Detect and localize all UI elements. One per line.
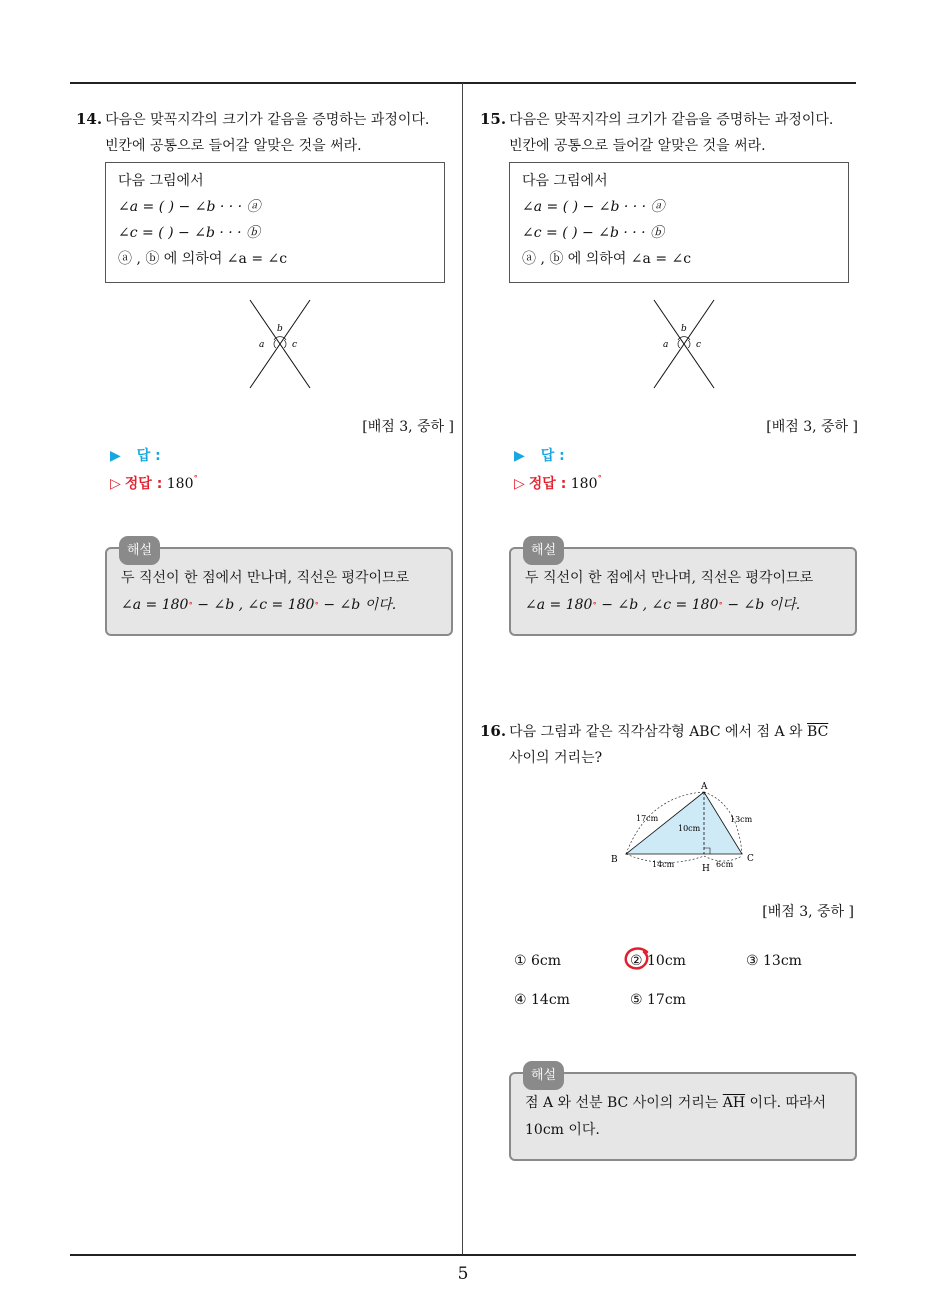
q14-number: 14.: [76, 110, 103, 128]
outline-arrow-icon: ▷: [514, 476, 525, 492]
bottom-rule: [70, 1254, 856, 1256]
segment-ah: $\overline{AH}$: [722, 1095, 746, 1111]
q15-line2: 빈칸에 공통으로 들어갈 알맞은 것을 써라.: [509, 138, 766, 154]
q16-number: 16.: [480, 722, 507, 740]
label-ab-17cm: 17cm: [636, 814, 659, 823]
q15-number: 15.: [480, 110, 507, 128]
q14-line2: 빈칸에 공통으로 들어갈 알맞은 것을 써라.: [105, 138, 362, 154]
top-rule: [70, 82, 856, 84]
angle-arc-a: [274, 340, 276, 348]
vertex-c: C: [747, 854, 754, 864]
proof-line: ∠a = ( ) − ∠b · · · ⓐ: [118, 199, 261, 215]
angle-arc-c: [688, 340, 690, 348]
q15-score: [배점 3, 중하 ]: [766, 419, 858, 435]
choice-5[interactable]: ⑤ 17cm: [630, 992, 686, 1008]
vertex-b: B: [611, 855, 618, 865]
explanation-tag: 해설: [523, 1061, 564, 1090]
proof-line: ∠a = ( ) − ∠b · · · ⓐ: [522, 199, 665, 215]
vertex-h: H: [702, 864, 710, 874]
vertex-a: A: [701, 782, 708, 792]
page-number: 5: [457, 1264, 469, 1284]
label-b: b: [681, 324, 687, 334]
q14-line1: 14. 다음은 맞꼭지각의 크기가 같음을 증명하는 과정이다.: [76, 110, 430, 128]
correct-label: 정답 :: [124, 476, 163, 492]
explanation-tag: 해설: [523, 536, 564, 565]
choice-4[interactable]: ④ 14cm: [514, 992, 570, 1008]
q16-line1: 16. 다음 그림과 같은 직각삼각형 ABC 에서 점 A 와 $\overline{BC}$: [480, 722, 829, 740]
q15-correct-row: [514, 473, 602, 493]
angle-arc-a: [678, 340, 680, 348]
explanation-line2: ∠a = 180∘ − ∠b , ∠c = 180∘ − ∠b 이다.: [525, 597, 801, 613]
q14-correct-row: [110, 473, 198, 493]
explanation-line1: 점 A 와 선분 BC 사이의 거리는 $\overline{AH}$ 이다. 따라서: [525, 1095, 827, 1111]
q15-proof-box: [509, 162, 849, 283]
choice-2[interactable]: ② 10cm: [630, 953, 686, 969]
choice-3[interactable]: ③ 13cm: [746, 953, 802, 969]
label-ac-13cm: 13cm: [730, 815, 753, 824]
play-arrow-icon: ▶: [514, 448, 525, 464]
choice-1[interactable]: ① 6cm: [514, 953, 562, 969]
correct-value: 180: [570, 476, 598, 492]
question-15: [480, 106, 864, 159]
label-a: a: [663, 340, 669, 350]
question-14: [76, 106, 460, 159]
label-c: c: [696, 340, 702, 350]
label-bh-14cm: 14cm: [652, 860, 675, 869]
q16-line2: 사이의 거리는?: [509, 750, 603, 766]
proof-line: ∠c = ( ) − ∠b · · · ⓑ: [522, 225, 665, 241]
degree-sign: ∘: [597, 472, 602, 482]
angle-arc-c: [284, 340, 286, 348]
label-b: b: [277, 324, 283, 334]
correct-label: 정답 :: [528, 476, 567, 492]
q15-explanation-box: [509, 543, 857, 636]
answer-label: 답 :: [540, 448, 565, 464]
q14-proof-box: [105, 162, 445, 283]
proof-line: ⓐ , ⓑ 에 의하여 ∠a = ∠c: [118, 251, 288, 267]
answer-label: 답 :: [136, 448, 161, 464]
label-hc-6cm: 6cm: [716, 860, 734, 869]
q16-right-triangle-figure: [606, 776, 762, 874]
q15-answer-row: [514, 445, 565, 465]
proof-line: ⓐ , ⓑ 에 의하여 ∠a = ∠c: [522, 251, 692, 267]
question-16: [480, 718, 864, 771]
q14-answer-row: [110, 445, 161, 465]
triangle-abc: [626, 792, 742, 854]
q15-vertical-angles-figure: [644, 296, 724, 392]
correct-value: 180: [166, 476, 194, 492]
proof-line: 다음 그림에서: [522, 173, 608, 189]
proof-line: 다음 그림에서: [118, 173, 204, 189]
explanation-line2: ∠a = 180∘ − ∠b , ∠c = 180∘ − ∠b 이다.: [121, 597, 397, 613]
column-divider: [462, 83, 463, 1255]
segment-bc: $\overline{BC}$: [807, 724, 829, 740]
label-ah-10cm: 10cm: [678, 824, 701, 833]
q16-score: [배점 3, 중하 ]: [762, 904, 854, 920]
explanation-line2: 10cm 이다.: [525, 1122, 600, 1138]
q15-line1: 15. 다음은 맞꼭지각의 크기가 같음을 증명하는 과정이다.: [480, 110, 834, 128]
degree-sign: ∘: [193, 472, 198, 482]
label-c: c: [292, 340, 298, 350]
q14-vertical-angles-figure: [240, 296, 320, 392]
explanation-line1: 두 직선이 한 점에서 만나며, 직선은 평각이므로: [525, 570, 814, 586]
q14-score: [배점 3, 중하 ]: [362, 419, 454, 435]
marked-circle-icon: [623, 946, 653, 972]
q14-explanation-box: [105, 543, 453, 636]
label-a: a: [259, 340, 265, 350]
explanation-line1: 두 직선이 한 점에서 만나며, 직선은 평각이므로: [121, 570, 410, 586]
explanation-tag: 해설: [119, 536, 160, 565]
play-arrow-icon: ▶: [110, 448, 121, 464]
outline-arrow-icon: ▷: [110, 476, 121, 492]
q16-explanation-box: [509, 1068, 857, 1161]
proof-line: ∠c = ( ) − ∠b · · · ⓑ: [118, 225, 261, 241]
